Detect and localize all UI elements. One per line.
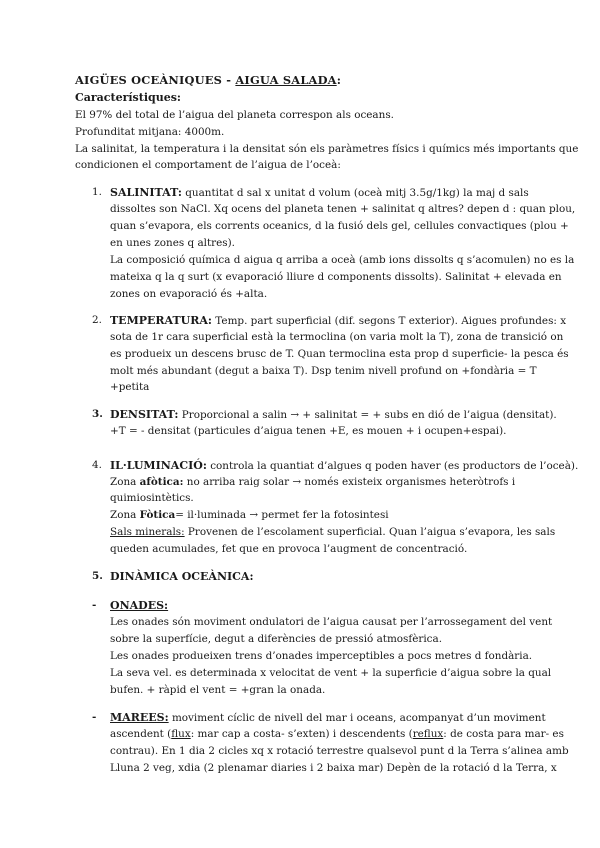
page-title [75,74,341,87]
marees-line: Lluna 2 veg, xdia (2 plenamar diaries i 2 baixa mar) Depèn de la rotació d la Terra, x [110,762,557,774]
temperatura-line: +petita [110,381,150,393]
item-number: 1. [92,186,102,198]
marees-line: contrau). En 1 dia 2 cicles xq x rotació terrestre qualsevol punt d la Terra s’alinea amb [110,745,569,757]
salinitat-line: en unes zones q altres). [110,237,235,249]
temperatura-line: sota de 1r cara superficial està la termoclina (on varia molt la T), zona de transició on [110,331,564,343]
salinitat-line: La composició química d aigua q arriba a oceà (amb ions dissolts q s’acomulen) no es la [110,254,575,266]
densitat-label: DENSITAT: [110,408,179,421]
title-prefix: AIGÜES OCEÀNIQUES - [75,73,236,87]
sals-minerals-term: Sals minerals: [110,526,185,538]
marees-label: MAREES: [110,711,169,724]
characteristics-line: condicionen el comportament de l’aigua de l’oceà: [75,159,341,171]
item-number: 3. [92,408,103,420]
temperatura-line: molt més abundant (degut a baixa T). Dsp tenim nivell profund on +fondària = T [110,365,537,377]
title-suffix: : [336,73,342,87]
salinitat-line: SALINITAT: quantitat d sal x unitat d volum (oceà mitj 3.5g/1kg) la maj d sals [110,186,529,199]
illuminacio-label: IL·LUMINACIÓ: [110,459,207,472]
salinitat-line: zones on evaporació és +alta. [110,288,268,300]
flux-term: flux [171,728,191,740]
densitat-line: DENSITAT: Proporcional a salin → + salinitat = + subs en dió de l’aigua (densitat). [110,408,557,421]
characteristics-line: La salinitat, la temperatura i la densitat són els paràmetres físics i químics més importants que [75,143,579,155]
characteristics-line: Profunditat mitjana: 4000m. [75,126,225,138]
salinitat-line: dissoltes son NaCl. Xq ocens del planeta tenen + salinitat q altres? depen d : quan plou, [110,203,576,215]
onades-label: ONADES: [110,599,169,612]
bullet: - [92,599,97,611]
afotica-term: afòtica: [139,476,184,488]
fotica-term: Fòtica [139,509,176,521]
onades-line: bufen. + ràpid el vent = +gran la onada. [110,684,326,696]
dinamica-label: DINÀMICA OCEÀNICA: [110,570,254,583]
temperatura-line: es produeix un descens brusc de T. Quan termoclina esta prop d superficie- la pesca és [110,348,569,360]
temperatura-label: TEMPERATURA: [110,314,212,327]
onades-line: Les onades són moviment ondulatori de l’aigua causat per l’arrossegament del vent [110,616,553,628]
onades-line: La seva vel. es determinada x velocitat de vent + la superficie d’aigua sobre la qual [110,667,552,679]
illuminacio-line: queden acumulades, fet que en provoca l’augment de concentració. [110,543,468,555]
temperatura-line: TEMPERATURA: Temp. part superficial (dif. segons T exterior). Aigues profundes: x [110,314,567,327]
marees-line: ascendent (flux: mar cap a costa- s’exten) i descendents (reflux: de costa para mar- es [110,728,564,740]
item-number: 2. [92,314,102,326]
title-underlined: AIGUA SALADA [235,73,337,87]
item-number: 5. [92,570,103,582]
salinitat-line: quan s’evapora, els corrents oceanics, d la fusió dels gel, cellules convactiques (plou + [110,220,569,232]
onades-line: Les onades produeixen trens d’onades imperceptibles a pocs metres d fondària. [110,650,533,662]
densitat-line: +T = - densitat (particules d’aigua tenen +E, es mouen + i ocupen+espai). [110,425,507,437]
salinitat-label: SALINITAT: [110,186,182,199]
characteristics-line: El 97% del total de l’aigua del planeta correspon als oceans. [75,109,394,121]
illuminacio-line: Zona afòtica: no arriba raig solar → només existeix organismes heteròtrofs i [110,476,516,488]
illuminacio-line: Sals minerals: Provenen de l’escolament superficial. Quan l’aigua s’evapora, les sals [110,526,556,538]
marees-line: MAREES: moviment cíclic de nivell del mar i oceans, acompanyat d’un moviment [110,711,546,724]
bullet: - [92,711,97,723]
characteristics-heading: Característiques: [75,91,181,104]
illuminacio-line: Zona Fòtica= il·luminada → permet fer la fotosintesi [110,509,389,521]
illuminacio-line: IL·LUMINACIÓ: controla la quantiat d’algues q poden haver (es productors de l’oceà). [110,459,579,472]
item-number: 4. [92,459,102,471]
illuminacio-line: quimiosintètics. [110,492,194,504]
reflux-term: reflux [412,728,444,740]
onades-line: sobre la superfície, degut a diferències de pressió atmosfèrica. [110,633,442,645]
salinitat-line: mateixa q la q surt (x evaporació lliure d components dissolts). Salinitat + elevada en [110,271,562,283]
